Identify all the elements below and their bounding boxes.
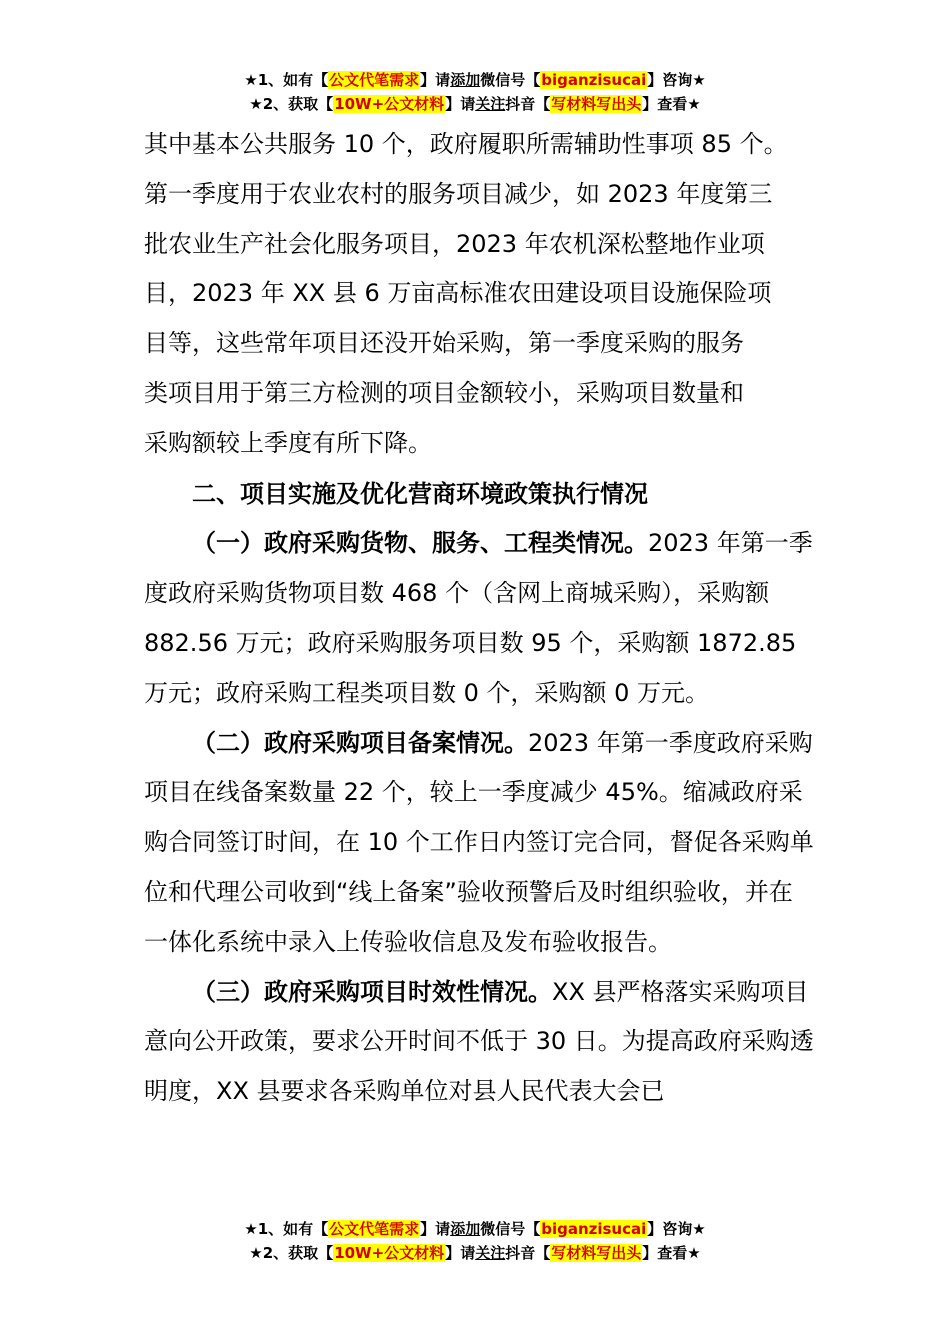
banner-text: 】查看★ (642, 1244, 701, 1262)
wechat-id: biganzisucai (541, 71, 647, 89)
body-line: 其中基本公共服务 10 个，政府履职所需辅助性事项 85 个。 (144, 130, 788, 158)
document-body (144, 120, 814, 1117)
header-banner (0, 68, 950, 116)
banner-underline: 添加 (450, 1220, 481, 1238)
banner-highlight: 公文代笔需求 (329, 1220, 420, 1238)
banner-text: 微信号【 (480, 71, 541, 89)
banner-underline: 关注 (475, 1244, 506, 1262)
banner-text: 】请 (420, 71, 451, 89)
banner-line-2 (0, 1241, 950, 1265)
subsection-text: XX 县严格落实采购项目意向公开政策，要求公开时间不低于 30 日。为提高政府采购透明度，XX 县要求各采购单位对县人民代表大会已 (144, 977, 814, 1106)
banner-text: 】请 (445, 1244, 476, 1262)
banner-text: ★2、获取【 (249, 95, 334, 113)
subsection-text: 2023 年第一季度政府采购货物项目数 468 个（含网上商城采购），采购额 882.56 万元；政府采购服务项目数 95 个，采购额 1872.85 万元；政府采购工程类项目数 0 个，采购额 0 万元。 (144, 529, 813, 707)
banner-line-1 (0, 1217, 950, 1241)
banner-highlight: 10W+公文材料 (334, 95, 445, 113)
subsection-1 (144, 519, 814, 718)
banner-highlight: 公文代笔需求 (329, 71, 420, 89)
body-line: 目等，这些常年项目还没开始采购，第一季度采购的服务 (144, 329, 744, 358)
body-line: 类项目用于第三方检测的项目金额较小，采购项目数量和 (144, 378, 744, 407)
banner-text: 】请 (420, 1220, 451, 1238)
banner-line-2 (0, 92, 950, 116)
banner-text: ★1、如有【 (244, 71, 329, 89)
body-line: 目，2023 年 XX 县 6 万亩高标准农田建设项目设施保险项 (144, 279, 772, 308)
subsection-title: （一）政府采购货物、服务、工程类情况。 (192, 529, 648, 558)
banner-highlight: 10W+公文材料 (334, 1244, 445, 1262)
banner-line-1 (0, 68, 950, 92)
footer-banner (0, 1217, 950, 1265)
subsection-text: 2023 年第一季度政府采购项目在线备案数量 22 个，较上一季度减少 45%。缩减政府采购合同签订时间，在 10 个工作日内签订完合同，督促各采购单位和代理公司收到“线上备案”验收预警后及时组织验收，并在一体化系统中录入上传验收信息及发布验收报告。 (144, 728, 814, 956)
banner-underline: 添加 (450, 71, 481, 89)
douyin-account: 写材料写出头 (551, 1244, 642, 1262)
douyin-account: 写材料写出头 (551, 95, 642, 113)
subsection-2 (144, 719, 814, 968)
body-line: 采购额较上季度有所下降。 (144, 428, 432, 457)
banner-text: 】查看★ (642, 95, 701, 113)
banner-underline: 关注 (475, 95, 506, 113)
subsection-title: （二）政府采购项目备案情况。 (192, 728, 528, 757)
banner-text: 】请 (445, 95, 476, 113)
subsection-title: （三）政府采购项目时效性情况。 (192, 977, 552, 1006)
banner-text: 】咨询★ (647, 1220, 706, 1238)
body-line: 批农业生产社会化服务项目，2023 年农机深松整地作业项 (144, 229, 765, 258)
banner-text: ★2、获取【 (249, 1244, 334, 1262)
wechat-id: biganzisucai (541, 1220, 647, 1238)
section-heading: 二、项目实施及优化营商环境政策执行情况 (192, 479, 648, 508)
banner-text: 抖音【 (505, 95, 551, 113)
banner-text: 微信号【 (480, 1220, 541, 1238)
banner-text: 】咨询★ (647, 71, 706, 89)
subsection-3 (144, 968, 814, 1117)
banner-text: 抖音【 (505, 1244, 551, 1262)
banner-text: ★1、如有【 (244, 1220, 329, 1238)
body-line: 第一季度用于农业农村的服务项目减少，如 2023 年度第三 (144, 179, 773, 208)
